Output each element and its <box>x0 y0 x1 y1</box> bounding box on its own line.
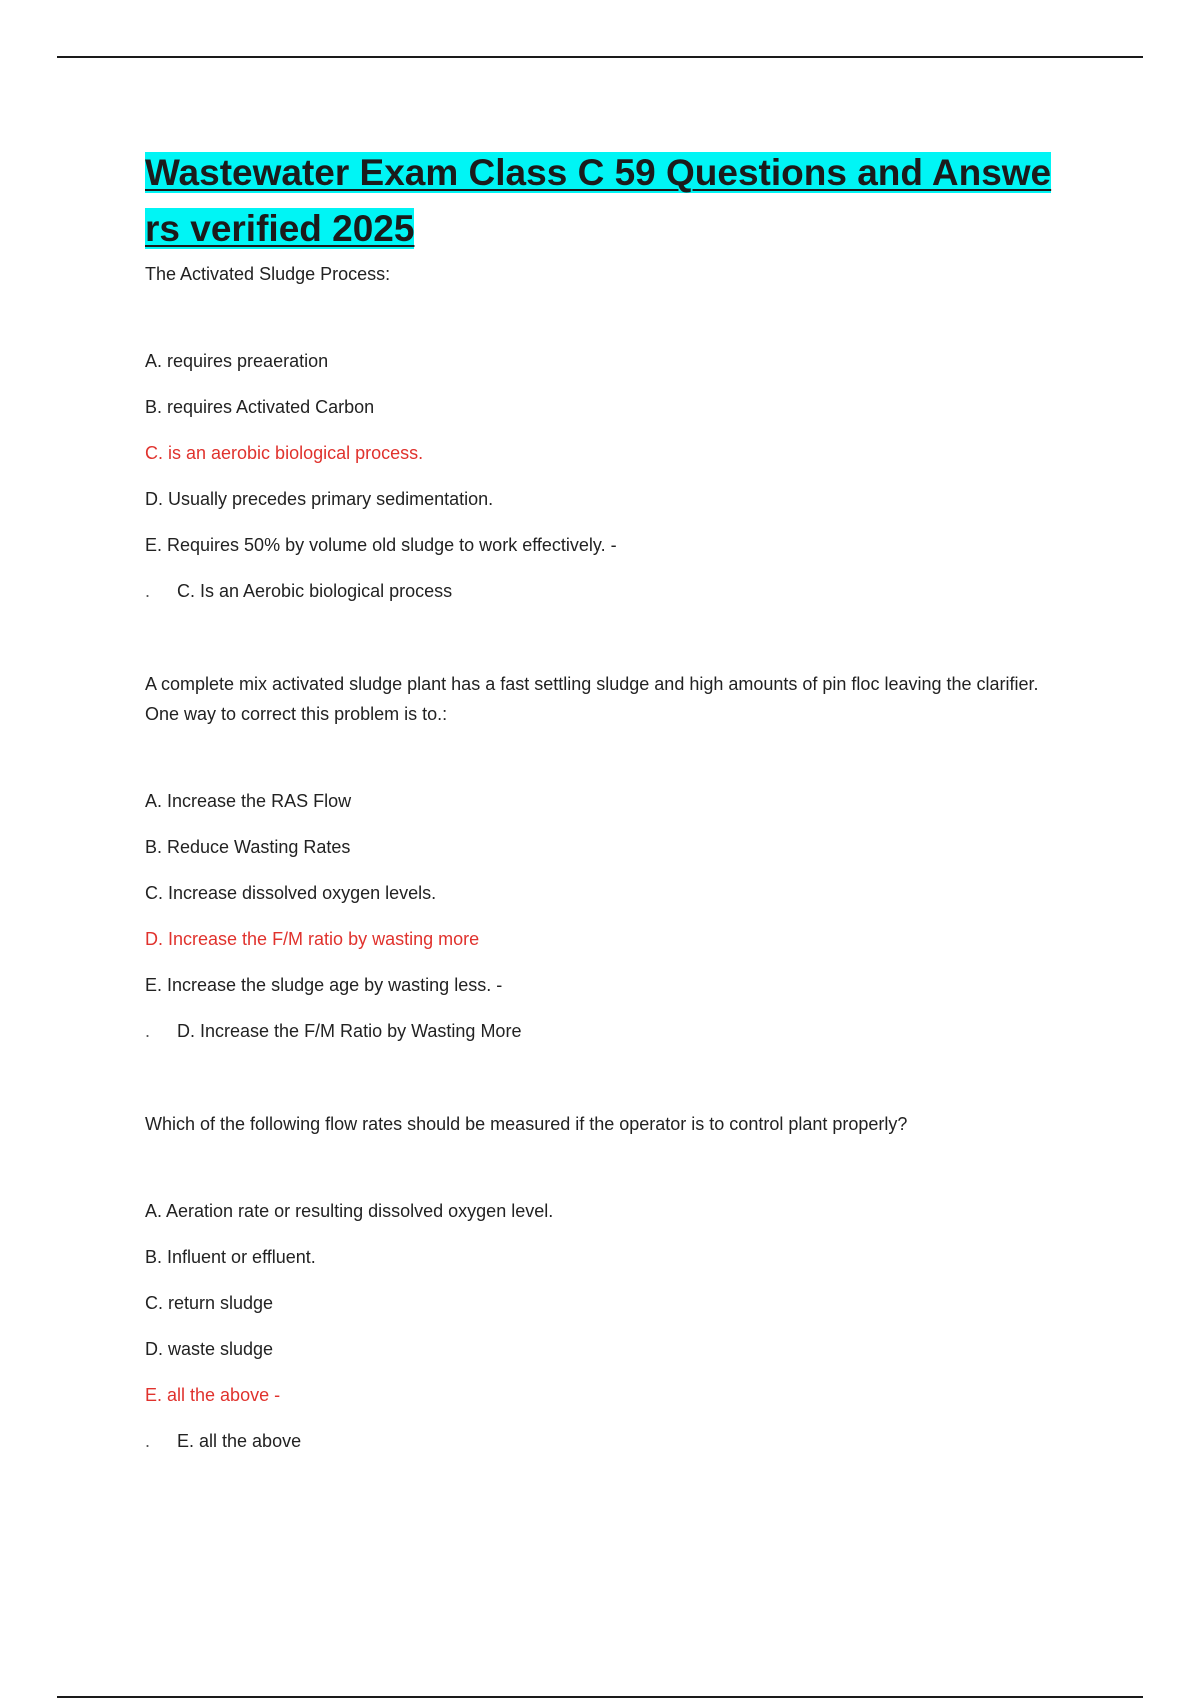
option-e: E. Increase the sludge age by wasting less. - <box>145 975 503 995</box>
option-e: E. Requires 50% by volume old sludge to work effectively. - <box>145 535 617 555</box>
spacer <box>145 603 1065 669</box>
spacer <box>145 289 1065 349</box>
spacer <box>145 1043 1065 1109</box>
option-d-correct: D. Increase the F/M ratio by wasting more <box>145 929 480 949</box>
spacer <box>145 1139 1065 1199</box>
question-text: The Activated Sludge Process: <box>145 264 391 284</box>
question-block-3 <box>145 1109 1065 1453</box>
option-d: D. waste sludge <box>145 1339 274 1359</box>
option-c: C. Increase dissolved oxygen levels. <box>145 883 437 903</box>
option-d: D. Usually precedes primary sedimentation. <box>145 489 494 509</box>
question-text: Which of the following flow rates should be measured if the operator is to control plant properly? <box>145 1114 908 1134</box>
option-c-correct: C. is an aerobic biological process. <box>145 443 424 463</box>
option-b: B. requires Activated Carbon <box>145 397 375 417</box>
option-e-correct: E. all the above - <box>145 1385 281 1405</box>
answer-line: . D. Increase the F/M Ratio by Wasting More <box>145 1019 1065 1043</box>
option-a: A. Increase the RAS Flow <box>145 791 352 811</box>
option-b: B. Influent or effluent. <box>145 1247 316 1267</box>
answer-line: . E. all the above <box>145 1429 1065 1453</box>
option-b: B. Reduce Wasting Rates <box>145 837 351 857</box>
question-text: A complete mix activated sludge plant has a fast settling sludge and high amounts of pin floc leaving the clarifier. One way to correct this problem is to.: <box>145 674 1039 724</box>
top-rule <box>57 56 1143 58</box>
document-body <box>145 145 1065 1453</box>
option-a: A. requires preaeration <box>145 351 329 371</box>
option-c: C. return sludge <box>145 1293 274 1313</box>
document-title <box>145 145 1065 257</box>
option-a: A. Aeration rate or resulting dissolved oxygen level. <box>145 1201 554 1221</box>
bottom-rule <box>57 1696 1143 1698</box>
question-block-1 <box>145 259 1065 603</box>
spacer <box>145 729 1065 789</box>
title-highlight: Wastewater Exam Class C 59 Questions and Answers verified 2025 <box>145 152 1052 249</box>
question-block-2 <box>145 669 1065 1043</box>
answer-line: . C. Is an Aerobic biological process <box>145 579 1065 603</box>
